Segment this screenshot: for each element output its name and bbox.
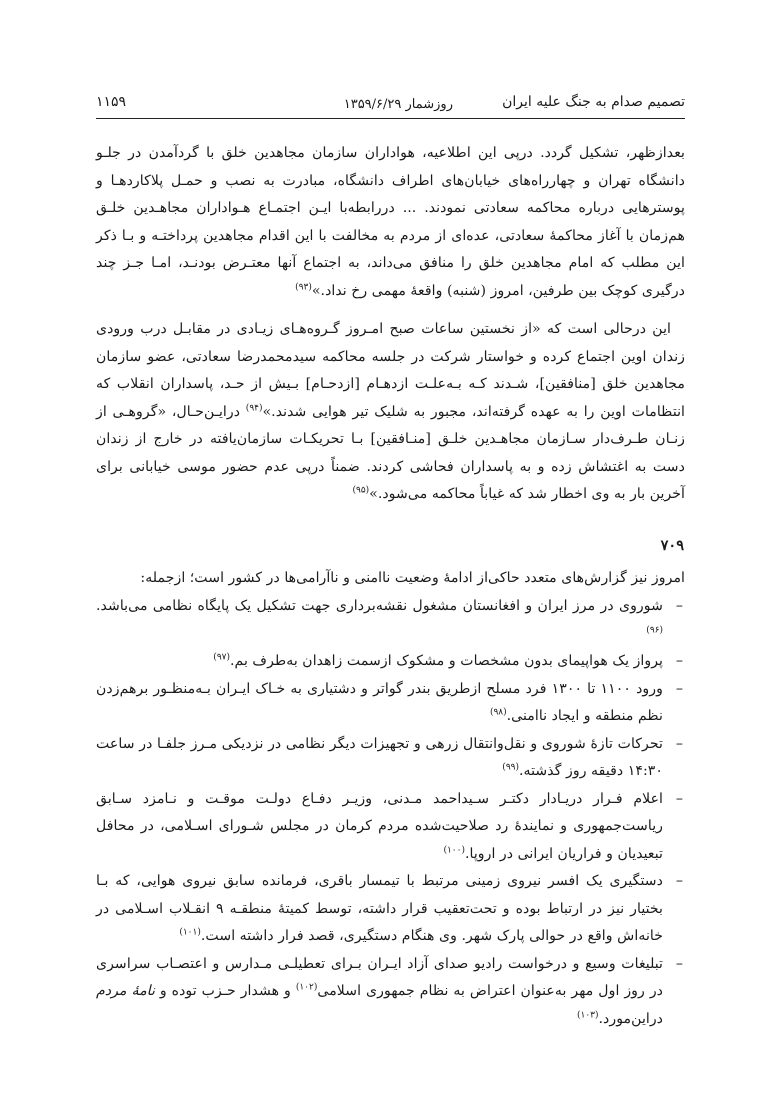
running-title: تصمیم صدام به جنگ علیه ایران: [502, 94, 685, 110]
section-intro: امروز نیز گزارش‌های متعدد حاکی‌از ادامهٔ وضعیت ناامنی و ناآرامی‌ها در کشور است؛ ازجمله:: [140, 570, 685, 586]
list-item: [96, 951, 685, 1034]
list-item: [96, 868, 685, 951]
paragraph-text: بعدازظهر، تشکیل گردد. درپی این اطلاعیه، هواداران سازمان مجاهدین خلق با گردآمدن در جلـو دانشگاه تهران و چهارراه‌های خیابان‌های اطراف دانشگاه، مبادرت به نصب و حمـل پلاکاردهـا و پوسترهایی درباره محاکمه سعادتی نمودند. ... دررابطه‌با ایـن اجتمـاع هـواداران مجاهـدین خلـق هم‌زمان با آغاز محاکمهٔ سعادتی، عده‌ای از مردم به مخالفت با این اقدام مجاهدین پرداختـه و بـا ذکر این مطلب که امام مجاهدین خلق را منافق می‌داند، به اجتماع آنها معتـرض بودنـد، امـا جـز چند درگیری کوچک بین طرفین، امروز (شنبه) واقعهٔ مهمی رخ نداد.»: [96, 145, 685, 299]
footnote-ref: (۹۹): [502, 762, 519, 773]
item-text: ورود ۱۱۰۰ تا ۱۳۰۰ فرد مسلح ازطریق بندر گواتر و دشتیاری به خـاک ایـران بـه‌منظـور برهم‌زدن نظم منطقه و ایجاد ناامنی.: [96, 680, 663, 724]
report-list: [96, 593, 685, 1033]
item-text: تحرکات تازهٔ شوروی و نقل‌وانتقال زرهی و تجهیزات دیگر نظامی در نزدیکی مـرز جلفـا در ساعت ۱۴:۳۰ دقیقه روز گذشته.: [96, 735, 663, 779]
page-header: [96, 92, 685, 120]
list-item: [96, 786, 685, 869]
item-text: شوروی در مرز ایران و افغانستان مشغول نقشه‌برداری جهت تشکیل یک پایگاه نظامی می‌باشد.: [96, 598, 663, 614]
paragraph-text: این درحالی است که «از نخستین ساعات صبح امـروز گـروه‌هـای زیـادی در مقابـل درب ورودی زندان اوین اجتماع کرده و خواستار شرکت در جلسه محاکمه سیدمحمدرضا سعادتی، عضو سازمان مجاهدین خلق [منافقین]، شـدند کـه بـه‌علـت ازدهـام [ازدحـام] بـیش از حـد، پاسداران انقلاب که انتظامات اوین را به عهده گرفته‌اند، مجبور به شلیک تیر هوایی شدند.»: [96, 321, 685, 420]
running-date: روزشمار ۱۳۵۹/۶/۲۹: [343, 97, 453, 112]
section-number: ۷۰۹: [660, 537, 684, 554]
footnote-ref: (۹۴): [245, 402, 263, 413]
footnote-ref: (۹۳): [295, 281, 312, 292]
footnote-ref: (۱۰۳): [576, 1009, 599, 1020]
header-rule: [96, 118, 685, 119]
item-text-cont: و هشدار حـزب توده و: [154, 983, 296, 999]
item-text: اعلام فـرار دریـادار دکتـر سـیداحمد مـدنی، وزیـر دفـاع دولـت موقـت و نـامزد سـابق ریاست‌جمهوری و نمایندهٔ رد صلاحیت‌شده مردم کرمان در مجلس شـورای اسـلامی، در محافل تبعیدیان و فراریان ایرانی در اروپا.: [96, 790, 663, 862]
footnote-ref: (۱۰۰): [443, 844, 465, 855]
list-item: [96, 676, 685, 731]
newspaper-title: نامهٔ مردم: [96, 983, 155, 999]
page-number: ۱۱۵۹: [96, 94, 127, 110]
footnote-ref: (۹۷): [213, 652, 230, 663]
list-item: [96, 731, 685, 786]
footnote-ref: (۹۵): [352, 485, 370, 496]
paragraph-1: [96, 140, 685, 305]
paragraph-2: [96, 316, 685, 509]
item-text: دستگیری یک افسر نیروی زمینی مرتبط با تیمسار باقری، فرمانده سابق نیروی هوایی، که بـا بختیار نیز در ارتباط بوده و تحت‌تعقیب قرار داشته، توسط کمیتهٔ منطقـه ۹ انقـلاب اسـلامی در خانه‌اش واقع در حوالی پارک شهر. وی هنگام دستگیری، قصد فرار داشته است.: [96, 873, 663, 944]
footnote-ref: (۱۰۲): [295, 982, 318, 993]
paragraph-text-cont: درایـن‌حـال، «گروهـی از زنـان طـرف‌دار سـازمان مجاهـدین خلـق [منـافقین] بـا تحریکـات سازمان‌یافته در خارج از زندان دست به اغتشاش زده و به پاسداران فحاشی کردند. ضمناً درپی عدم حضور موسی خیابانی برای آخرین بار به وی اخطار شد که غیاباً محاکمه می‌شود.»: [96, 403, 685, 502]
footnote-ref: (۹۸): [489, 707, 507, 718]
item-text: تبلیغات وسیع و درخواست رادیو صدای آزاد ایـران بـرای تعطیلـی مـدارس و اعتصـاب سراسری در روز اول مهر به‌عنوان اعتراض به نظام جمهوری اسلامی: [96, 955, 663, 999]
item-text-end: دراین‌مورد.: [598, 1010, 663, 1027]
footnote-ref: (۹۶): [646, 624, 663, 635]
item-text: پرواز یک هواپیمای بدون مشخصات و مشکوک ازسمت زاهدان به‌طرف بم.: [230, 653, 663, 669]
list-item: [96, 593, 685, 648]
list-item: [96, 648, 685, 676]
footnote-ref: (۱۰۱): [179, 927, 201, 938]
